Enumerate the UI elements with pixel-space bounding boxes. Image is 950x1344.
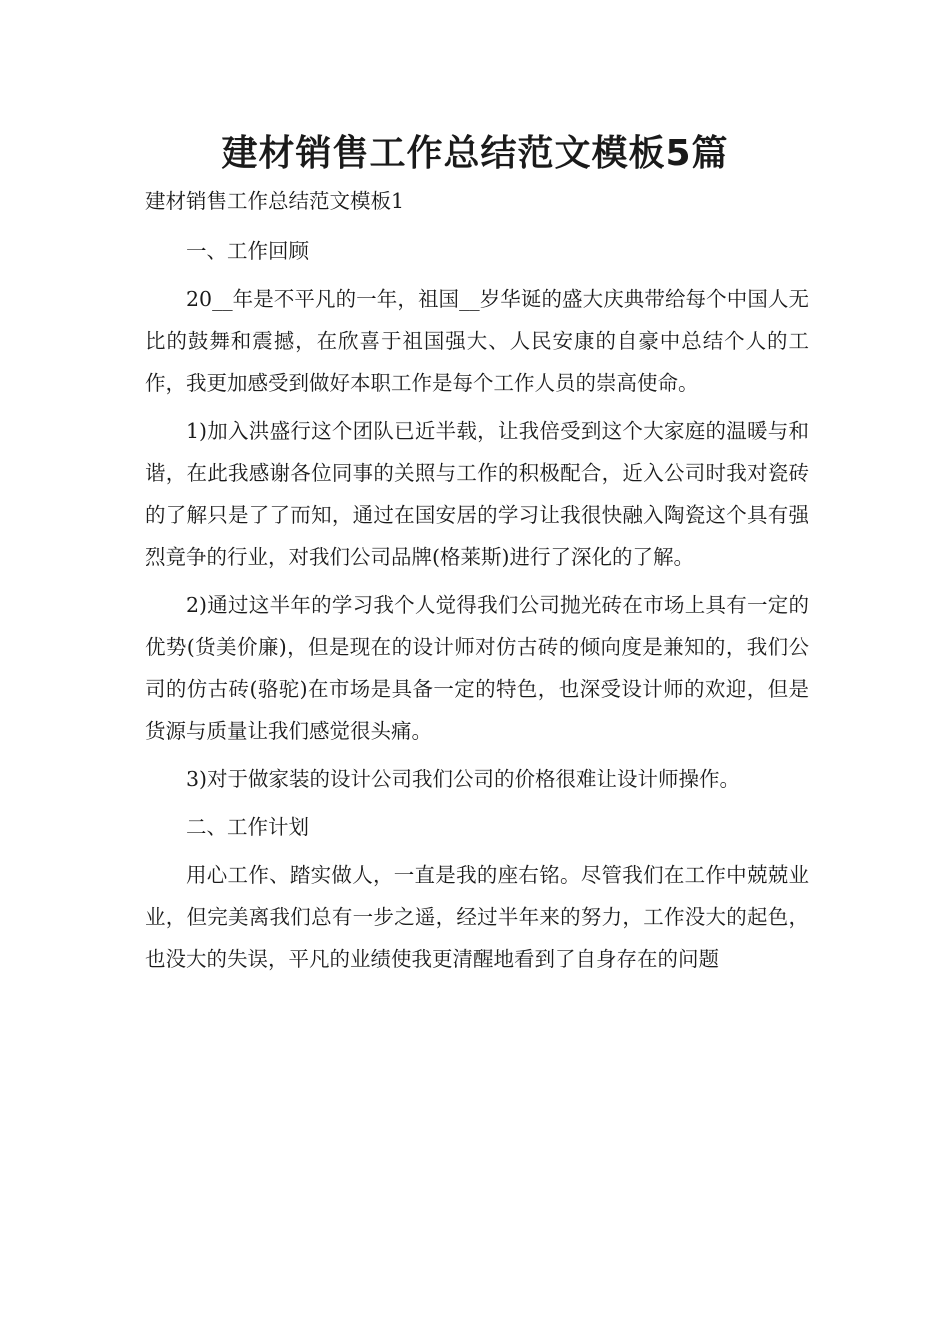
paragraph-intro: 20__年是不平凡的一年，祖国__岁华诞的盛大庆典带给每个中国人无比的鼓舞和震撼，在欣喜于祖国强大、人民安康的自豪中总结个人的工作，我更加感受到做好本职工作是每个工作人员的崇高使命。 bbox=[145, 287, 809, 395]
paragraph-item-1: 1)加入洪盛行这个团队已近半载，让我倍受到这个大家庭的温暖与和谐，在此我感谢各位同事的关照与工作的积极配合，近入公司时我对瓷砖的了解只是了了而知，通过在国安居的学习让我很快融入陶瓷这个具有强烈竟争的行业，对我们公司品牌(格莱斯)进行了深化的了解。 bbox=[145, 419, 809, 569]
paragraph-plan: 用心工作、踏实做人，一直是我的座右铭。尽管我们在工作中兢兢业业，但完美离我们总有一步之遥，经过半年来的努力，工作没大的起色，也没大的失误，平凡的业绩使我更清醒地看到了自身存在的问题 bbox=[145, 863, 809, 971]
section-heading-review: 一、工作回顾 bbox=[186, 239, 309, 263]
section-heading-plan: 二、工作计划 bbox=[186, 815, 309, 839]
paragraph-item-2: 2)通过这半年的学习我个人觉得我们公司抛光砖在市场上具有一定的优势(货美价廉)，但是现在的设计师对仿古砖的倾向度是兼知的，我们公司的仿古砖(骆驼)在市场是具备一定的特色，也深受设计师的欢迎，但是货源与质量让我们感觉很头痛。 bbox=[145, 593, 809, 743]
document-subtitle: 建材销售工作总结范文模板1 bbox=[145, 189, 405, 213]
paragraph-item-3: 3)对于做家装的设计公司我们公司的价格很难让设计师操作。 bbox=[186, 767, 741, 791]
document-title: 建材销售工作总结范文模板5篇 bbox=[221, 133, 729, 174]
document-body bbox=[145, 230, 809, 986]
